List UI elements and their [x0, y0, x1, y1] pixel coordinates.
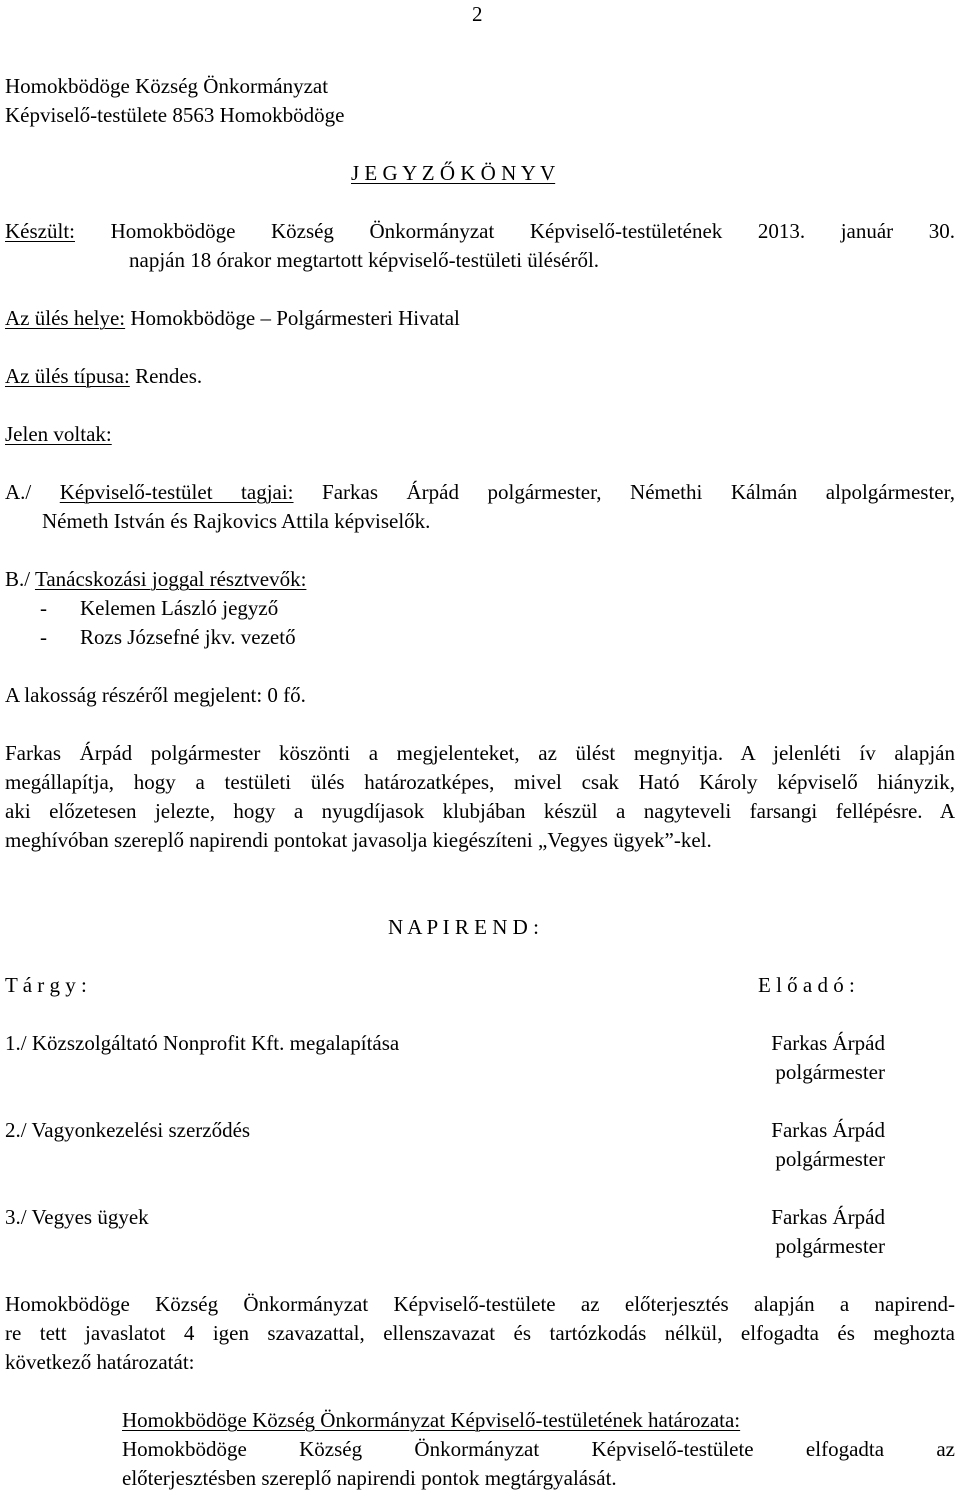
header-line-2: Képviselő-testülete 8563 Homokbödöge	[5, 103, 345, 127]
list-item	[40, 623, 296, 652]
section-a-line-1	[5, 478, 955, 507]
decision-paragraph-line: re tett javaslatot 4 igen szavazattal, ellenszavazat és tartózkodás nélkül, elfogadta és meghozta	[5, 1321, 955, 1345]
opening-paragraph-line: Farkas Árpád polgármester köszönti a megjelenteket, az ülést megnyitja. A jelenléti ív alapján	[5, 741, 955, 765]
agenda-col-presenter: E l ő a d ó :	[758, 973, 855, 997]
opening-paragraph-line: megállapítja, hogy a testületi ülés határozatképes, mivel csak Ható Károly képviselő hiányzik,	[5, 770, 955, 794]
list-dash: -	[40, 625, 47, 649]
keszult-text-2: napján 18 órakor megtartott képviselő-testületi üléséről.	[129, 248, 600, 272]
section-a-label: Képviselő-testület tagjai:	[59, 480, 294, 504]
agenda-item-presenter-role: polgármester	[775, 1147, 885, 1171]
section-a-prefix: A./	[5, 480, 32, 504]
agenda-item-subject: 1./ Közszolgáltató Nonprofit Kft. megalapítása	[5, 1031, 400, 1055]
agenda-item-presenter-name: Farkas Árpád	[771, 1205, 885, 1229]
list-item	[40, 594, 278, 623]
type-label: Az ülés típusa:	[5, 364, 130, 388]
public-attendance: A lakosság részéről megjelent: 0 fő.	[5, 683, 306, 707]
resolution-title: Homokbödöge Község Önkormányzat Képviselő-testületének határozata:	[122, 1408, 741, 1432]
section-a-line-2: Németh István és Rajkovics Attila képviselők.	[42, 509, 431, 533]
agenda-item-presenter-name: Farkas Árpád	[771, 1031, 885, 1055]
page-number: 2	[472, 2, 483, 26]
meeting-type	[5, 362, 202, 391]
agenda-item-subject: 2./ Vagyonkezelési szerződés	[5, 1118, 251, 1142]
resolution-text-1: Homokbödöge Község Önkormányzat Képviselő-testülete elfogadta az	[122, 1437, 955, 1461]
keszult-text: Homokbödöge Község Önkormányzat Képviselő-testületének 2013. január 30.	[110, 219, 955, 243]
section-b-prefix: B./	[5, 567, 31, 591]
list-dash: -	[40, 596, 47, 620]
agenda-col-subject: T á r g y :	[5, 973, 87, 997]
place-value: Homokbödöge – Polgármesteri Hivatal	[130, 306, 460, 330]
opening-paragraph-line: aki előzetesen jelezte, hogy a nyugdíjasok klubjában készül a nagyteveli farsangi fellépésre. A	[5, 799, 955, 823]
agenda-item-subject: 3./ Vegyes ügyek	[5, 1205, 149, 1229]
present-label: Jelen voltak:	[5, 422, 112, 446]
decision-paragraph-line: Homokbödöge Község Önkormányzat Képviselő-testülete az előterjesztés alapján a napirend-	[5, 1292, 955, 1316]
section-b-heading	[5, 565, 306, 594]
agenda-item-presenter-role: polgármester	[775, 1234, 885, 1258]
list-item-text: Rozs Józsefné jkv. vezető	[80, 625, 296, 649]
agenda-item-presenter-name: Farkas Árpád	[771, 1118, 885, 1142]
type-value: Rendes.	[135, 364, 203, 388]
agenda-title: N A P I R E N D :	[388, 915, 539, 939]
keszult-line	[5, 217, 955, 246]
section-a-text: Farkas Árpád polgármester, Némethi Kálmán alpolgármester,	[322, 480, 955, 504]
opening-paragraph-line: meghívóban szereplő napirendi pontokat javasolja kiegészíteni „Vegyes ügyek”-kel.	[5, 828, 712, 852]
agenda-item-presenter-role: polgármester	[775, 1060, 885, 1084]
place-label: Az ülés helye:	[5, 306, 126, 330]
header-line-1: Homokbödöge Község Önkormányzat	[5, 74, 329, 98]
section-b-label: Tanácskozási joggal résztvevők:	[34, 567, 307, 591]
decision-paragraph-line: következő határozatát:	[5, 1350, 195, 1374]
meeting-place	[5, 304, 460, 333]
keszult-label: Készült:	[5, 219, 75, 243]
list-item-text: Kelemen László jegyző	[80, 596, 279, 620]
document-title: J E G Y Z Ő K Ö N Y V	[351, 161, 556, 185]
resolution-text-2: előterjesztésben szereplő napirendi pontok megtárgyalását.	[122, 1466, 617, 1490]
